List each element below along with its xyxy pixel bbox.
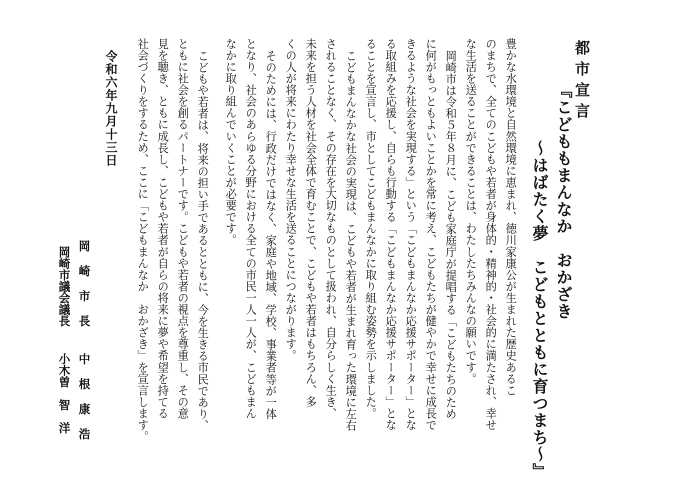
body-line: ることを宣言し、市としてこどもまんなかに取り組む姿勢を示しました。 [364,38,378,420]
signature-role: 岡崎市議会議長 [57,246,72,327]
document-title: 都市宣言 [573,40,591,124]
body-line: に何がもっともよいことかを常に考え、こどもたちが健やかで幸せに成長で [424,38,438,431]
body-line: きるような社会を実現する」という「こどもまんなか応援サポーター」とな [404,38,418,431]
body-line: そのためには、行政だけではなく、家庭や地域、学校、事業者等が一体 [264,50,278,420]
body-line: となり、社会のあらゆる分野における全ての市民一人一人が、こどもまん [244,38,258,420]
body-line: なかに取り組んでいくことが必要です。 [224,38,238,246]
declaration-date: 令和六年九月十三日 [104,50,118,167]
body-line: のまちで、全てのこどもや若者が身体的・精神的・社会的に満たされ、幸せ [484,38,498,431]
signature-role: 岡 崎 市 長 [77,240,92,328]
body-line: こどもまんなかな社会の実現は、こどもや若者が生まれ育った環境に左右 [344,50,358,432]
signature-name: 小木曽 智 洋 [57,353,72,434]
body-line: 社会づくりをするため、ここに「こどもまんなか おかざき」を宣言します。 [136,38,150,443]
body-line: くの人が将来にわたり幸せな生活を送ることにつながります。 [284,38,298,362]
body-line: 岡崎市は令和５年８月に、こども家庭庁が提唱する「こどもたちのため [444,50,458,420]
declaration-subheading: ～はばたく夢 こどもとともに育つまち～』 [530,140,549,480]
body-line: 見を聴き、ともに成長し、こどもや若者が自らの将来に夢や希望を持てる [156,38,170,420]
body-line: ともに社会を創るパートナーです。こどもや若者の視点を尊重し、その意 [176,38,190,420]
body-line: る取組みを応援し、自らも行動する「こどもまんなか応援サポーター」とな [384,38,398,431]
body-line: こどもや若者は、将来の担い手であるとともに、今を生きる市民であり、 [196,50,210,432]
body-line: 豊かな水環境と自然環境に恵まれ、徳川家康公が生まれた歴史あるこ [504,38,518,397]
body-line: 未来を担う人材を社会全体で育むことで、こどもや若者はもちろん、多 [304,38,318,408]
body-line: な生活を送ることができることは、わたしたちみんなの願いです。 [464,38,478,385]
declaration-heading: 『こどももまんなか おかざき [554,82,573,320]
body-line: されることなく、その存在を大切なものとして扱われ、自分らしく生き、 [324,38,338,420]
signature-name: 中 根 康 浩 [77,353,92,441]
